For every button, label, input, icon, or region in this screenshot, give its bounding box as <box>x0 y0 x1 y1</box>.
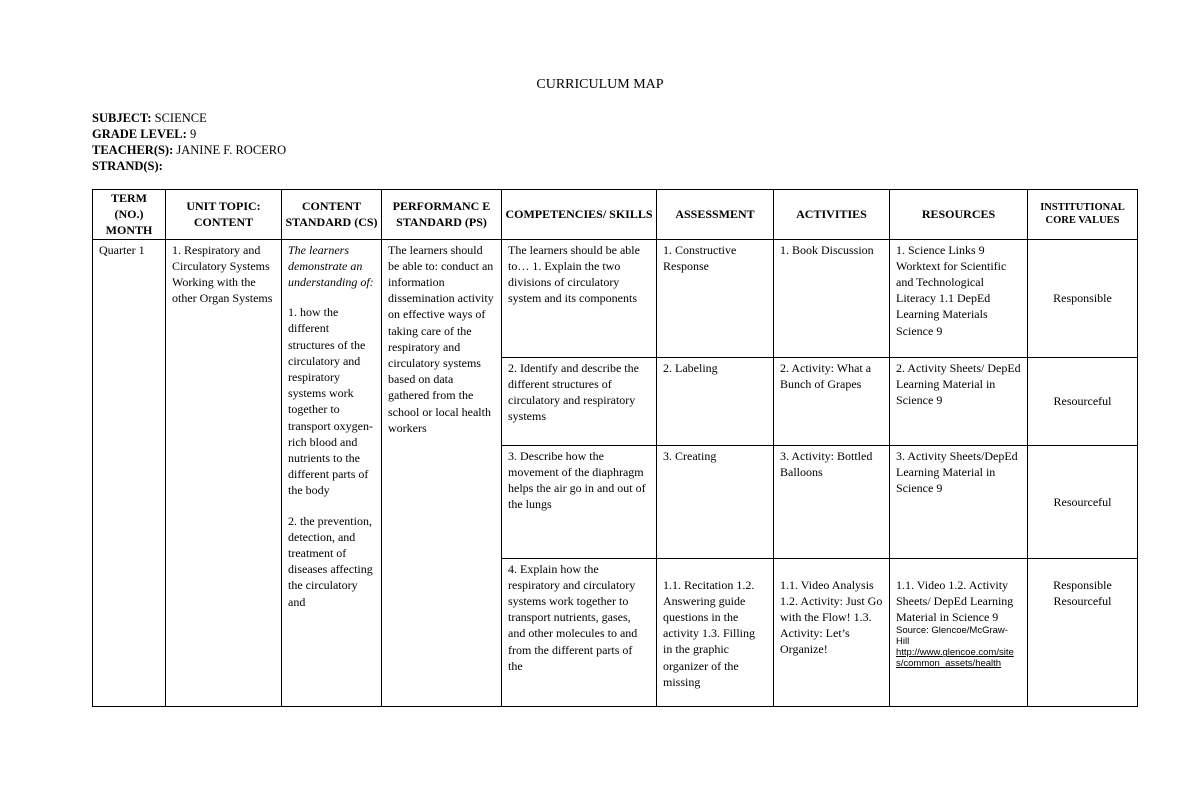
content-standard-cell <box>282 239 382 706</box>
activity-cell: 1. Book Discussion <box>774 239 890 357</box>
header-content-standard: CONTENT STANDARD (CS) <box>282 190 382 240</box>
subject-line <box>92 110 286 126</box>
resources-text: 1.1. Video 1.2. Activity Sheets/ DepEd Learning Material in Science 9 <box>896 577 1014 625</box>
resources-cell <box>890 558 1028 706</box>
activity-cell: 2. Activity: What a Bunch of Grapes <box>774 357 890 445</box>
curriculum-table <box>92 189 1138 707</box>
resources-link[interactable]: http://www.glencoe.com/sites/common_assets/health <box>896 647 1014 670</box>
document-title: CURRICULUM MAP <box>536 77 664 92</box>
resources-cell: 3. Activity Sheets/DepEd Learning Material in Science 9 <box>890 445 1028 558</box>
resources-source: Source: Glencoe/McGraw-Hill <box>896 625 1008 648</box>
unit-topic-cell: 1. Respiratory and Circulatory Systems Working with the other Organ Systems <box>166 239 282 706</box>
teacher-line <box>92 142 286 158</box>
cs-item-1: 1. how the different structures of the circulatory and respiratory systems work together to transport oxygen-rich blood and nutrients to the different parts of the body <box>288 305 373 498</box>
performance-standard-cell: The learners should be able to: conduct an information dissemination activity on effective ways of taking care of the respiratory and circulatory systems based on data gathered from the school or local health workers <box>382 239 502 706</box>
header-unit-topic: UNIT TOPIC: CONTENT <box>166 190 282 240</box>
header-resources: RESOURCES <box>890 190 1028 240</box>
header-term: TERM (NO.) MONTH <box>93 190 166 240</box>
header-core-values: INSTITUTIONAL CORE VALUES <box>1028 190 1138 240</box>
assessment-cell: 2. Labeling <box>657 357 774 445</box>
grade-line <box>92 126 286 142</box>
cs-item-2: 2. the prevention, detection, and treatment of diseases affecting the circulatory and <box>288 513 373 609</box>
strand-label: STRAND(S): <box>92 159 163 173</box>
subject-label: SUBJECT: <box>92 111 152 125</box>
header-row <box>93 190 1138 240</box>
core-value-cell: Resourceful <box>1028 445 1138 558</box>
teacher-label: TEACHER(S): <box>92 143 174 157</box>
header-activities: ACTIVITIES <box>774 190 890 240</box>
assessment-cell: 1. Constructive Response <box>657 239 774 357</box>
teacher-value: JANINE F. ROCERO <box>176 143 287 157</box>
core-value-cell: Responsible <box>1028 239 1138 357</box>
header-performance-standard: PERFORMANC E STANDARD (PS) <box>382 190 502 240</box>
competency-cell: The learners should be able to… 1. Explain the two divisions of circulatory system and its components <box>502 239 657 357</box>
competency-cell: 4. Explain how the respiratory and circulatory systems work together to transport nutrients, gases, and other molecules to and from the different parts of the <box>502 558 657 706</box>
header-competencies: COMPETENCIES/ SKILLS <box>502 190 657 240</box>
header-assessment: ASSESSMENT <box>657 190 774 240</box>
strand-line <box>92 158 286 174</box>
resources-cell: 2. Activity Sheets/ DepEd Learning Material in Science 9 <box>890 357 1028 445</box>
assessment-cell: 3. Creating <box>657 445 774 558</box>
term-cell: Quarter 1 <box>93 239 166 706</box>
grade-value: 9 <box>189 127 197 141</box>
subject-value: SCIENCE <box>154 111 207 125</box>
table-row <box>93 239 1138 357</box>
cs-intro: The learners demonstrate an understanding of: <box>288 242 374 290</box>
core-value-cell: Resourceful <box>1028 357 1138 445</box>
resources-cell: 1. Science Links 9 Worktext for Scientific and Technological Literacy 1.1 DepEd Learning Materials Science 9 <box>890 239 1028 357</box>
core-value-cell: Responsible Resourceful <box>1028 558 1138 706</box>
document-meta <box>92 110 286 174</box>
activity-cell: 1.1. Video Analysis 1.2. Activity: Just Go with the Flow! 1.3. Activity: Let’s Organize! <box>774 558 890 706</box>
grade-label: GRADE LEVEL: <box>92 127 187 141</box>
competency-cell: 2. Identify and describe the different structures of circulatory and respiratory systems <box>502 357 657 445</box>
activity-cell: 3. Activity: Bottled Balloons <box>774 445 890 558</box>
assessment-cell: 1.1. Recitation 1.2. Answering guide questions in the activity 1.3. Filling in the graphic organizer of the missing <box>657 558 774 706</box>
competency-cell: 3. Describe how the movement of the diaphragm helps the air go in and out of the lungs <box>502 445 657 558</box>
